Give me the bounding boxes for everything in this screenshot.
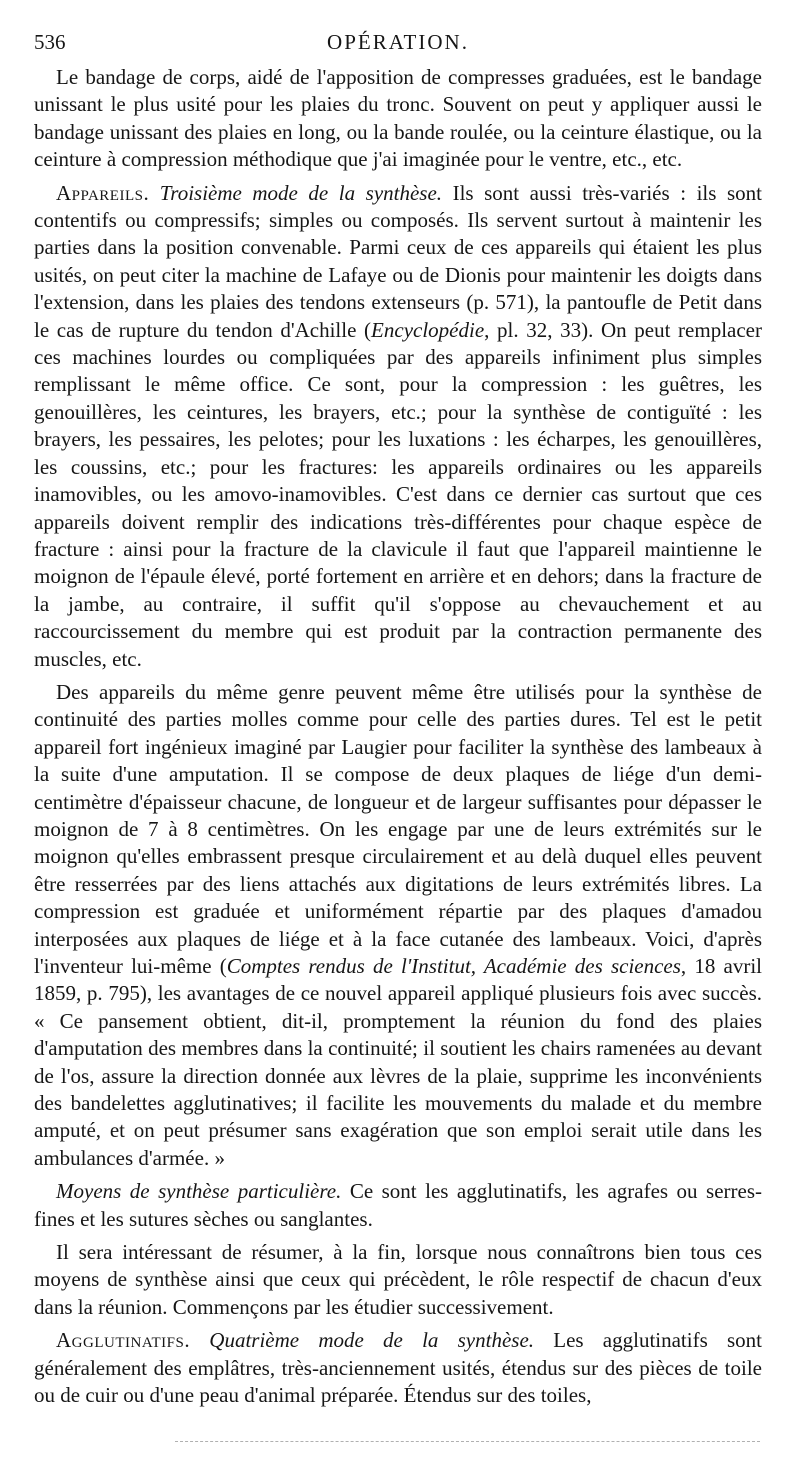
page-number: 536: [34, 30, 66, 54]
footer-dashed-rule: [175, 1441, 760, 1442]
text-run: Ce sont les agglutinatifs, les agrafes ou serres-fines et les sutures sèches ou sanglantes.: [34, 1179, 763, 1231]
paragraph: [34, 180, 762, 673]
paragraph: [34, 679, 762, 1172]
paragraph: [34, 1239, 762, 1321]
paragraph: [34, 64, 762, 174]
body-text: [34, 64, 762, 1410]
paragraph: [34, 1178, 762, 1233]
text-run: Ils sont aussi très-variés : ils sont contentifs ou compressifs; simples ou composés. Ils servent surtout à maintenir les parties dans la position convenable. Parmi ceux de ces appareils qui étaient les plus usités, on peut citer la machine de Lafaye ou de Dionis pour maintenir les doigts dans l'extension, dans les plaies des tendons extenseurs (p. 571), la pantoufle de Petit dans le cas de rupture du tendon d'Achille (: [34, 180, 762, 342]
italic-phrase: Quatrième mode de la synthèse.: [209, 1328, 535, 1353]
italic-phrase: Comptes rendus de l'Institut, Académie des sciences: [226, 954, 681, 978]
text-run: , pl. 32, 33). On peut remplacer ces machines lourdes ou compliquées par des appareils infiniment plus simples remplissant le même office. Ce sont, pour la compression : les guêtres, les genouillères, les ceintures, les brayers, etc.; pour la synthèse de contiguïté : les brayers, les pessaires, les pelotes; pour les luxations : les écharpes, les genouillères, les coussins, etc.; pour les fractures: les appareils ordinaires ou les appareils inamovibles, ou les amovo-inamovibles. C'est dans ce dernier cas surtout que ces appareils doivent remplir des indications très-différentes pour chaque espèce de fracture : ainsi pour la fracture de la clavicule il faut que l'appareil maintienne le moignon de l'épaule élevé, porté fortement en arrière et en dehors; dans la fracture de la jambe, au contraire, il suffit qu'il s'oppose au chevauchement et au raccourcissement du membre qui est produit par la contraction permanente des muscles, etc.: [34, 317, 762, 671]
running-title: OPÉRATION.: [327, 30, 469, 54]
italic-phrase: Moyens de synthèse particulière.: [56, 1179, 342, 1204]
text-run: Il sera intéressant de résumer, à la fin, lorsque nous connaîtrons bien tous ces moyens de synthèse ainsi que ceux qui précèdent, le rôle respectif de chacun d'eux dans la réunion. Commençons par les étudier successivement.: [34, 1240, 762, 1319]
section-lead: Appareils.: [56, 180, 150, 205]
text-run: [149, 181, 160, 205]
section-lead: Agglutinatifs.: [56, 1328, 191, 1353]
page-header: [34, 30, 762, 58]
text-run: Des appareils du même genre peuvent même être utilisés pour la synthèse de continuité des parties molles comme pour celle des parties dures. Tel est le petit appareil fort ingénieux imaginé par Laugier pour faciliter la synthèse des lambeaux à la suite d'une amputation. Il se compose de deux plaques de liége d'un demi-centimètre d'épaisseur chacune, de longueur et de largeur suffisantes pour dépasser le moignon de 7 à 8 centimètres. On les engage par une de leurs extrémités sur le moignon qu'elles embrassent presque circulairement et au delà duquel elles peuvent être resserrées par des liens attachés aux digitations de leurs extrémités libres. La compression est graduée et uniformément répartie par des plaques d'amadou interposées aux plaques de liége et à la face cutanée des lambeaux. Voici, d'après l'inventeur lui-même (: [34, 679, 762, 978]
paragraph: [34, 1327, 762, 1409]
text-run: , 18 avril 1859, p. 795), les avantages de ce nouvel appareil appliqué plusieurs fois avec succès. « Ce pansement obtient, dit-il, promptement la réunion du fond des plaies d'amputation des membres dans la continuité; il soutient les chairs ramenées au devant de l'os, assure la direction donnée aux lèvres de la plaie, supprime les inconvénients des bandelettes agglutinatives; il facilite les mouvements du malade et du membre amputé, et on peut présumer sans exagération que son emploi serait utile dans les ambulances d'armée. »: [34, 954, 762, 1170]
text-run: Les agglutinatifs sont généralement des emplâtres, très-anciennement usités, étendus sur des pièces de toile ou de cuir ou d'une peau d'animal préparée. Étendus sur des toiles,: [34, 1328, 762, 1408]
italic-phrase: Encyclopédie: [371, 317, 485, 342]
italic-phrase: Troisième mode de la synthèse.: [159, 180, 443, 205]
text-run: [190, 1328, 209, 1352]
text-run: Le bandage de corps, aidé de l'apposition de compresses graduées, est le bandage unissant le plus usité pour les plaies du tronc. Souvent on peut y appliquer aussi le bandage unissant des plaies en long, ou la bande roulée, ou la ceinture élastique, ou la ceinture à compression méthodique que j'ai imaginée pour le ventre, etc., etc.: [34, 65, 762, 172]
